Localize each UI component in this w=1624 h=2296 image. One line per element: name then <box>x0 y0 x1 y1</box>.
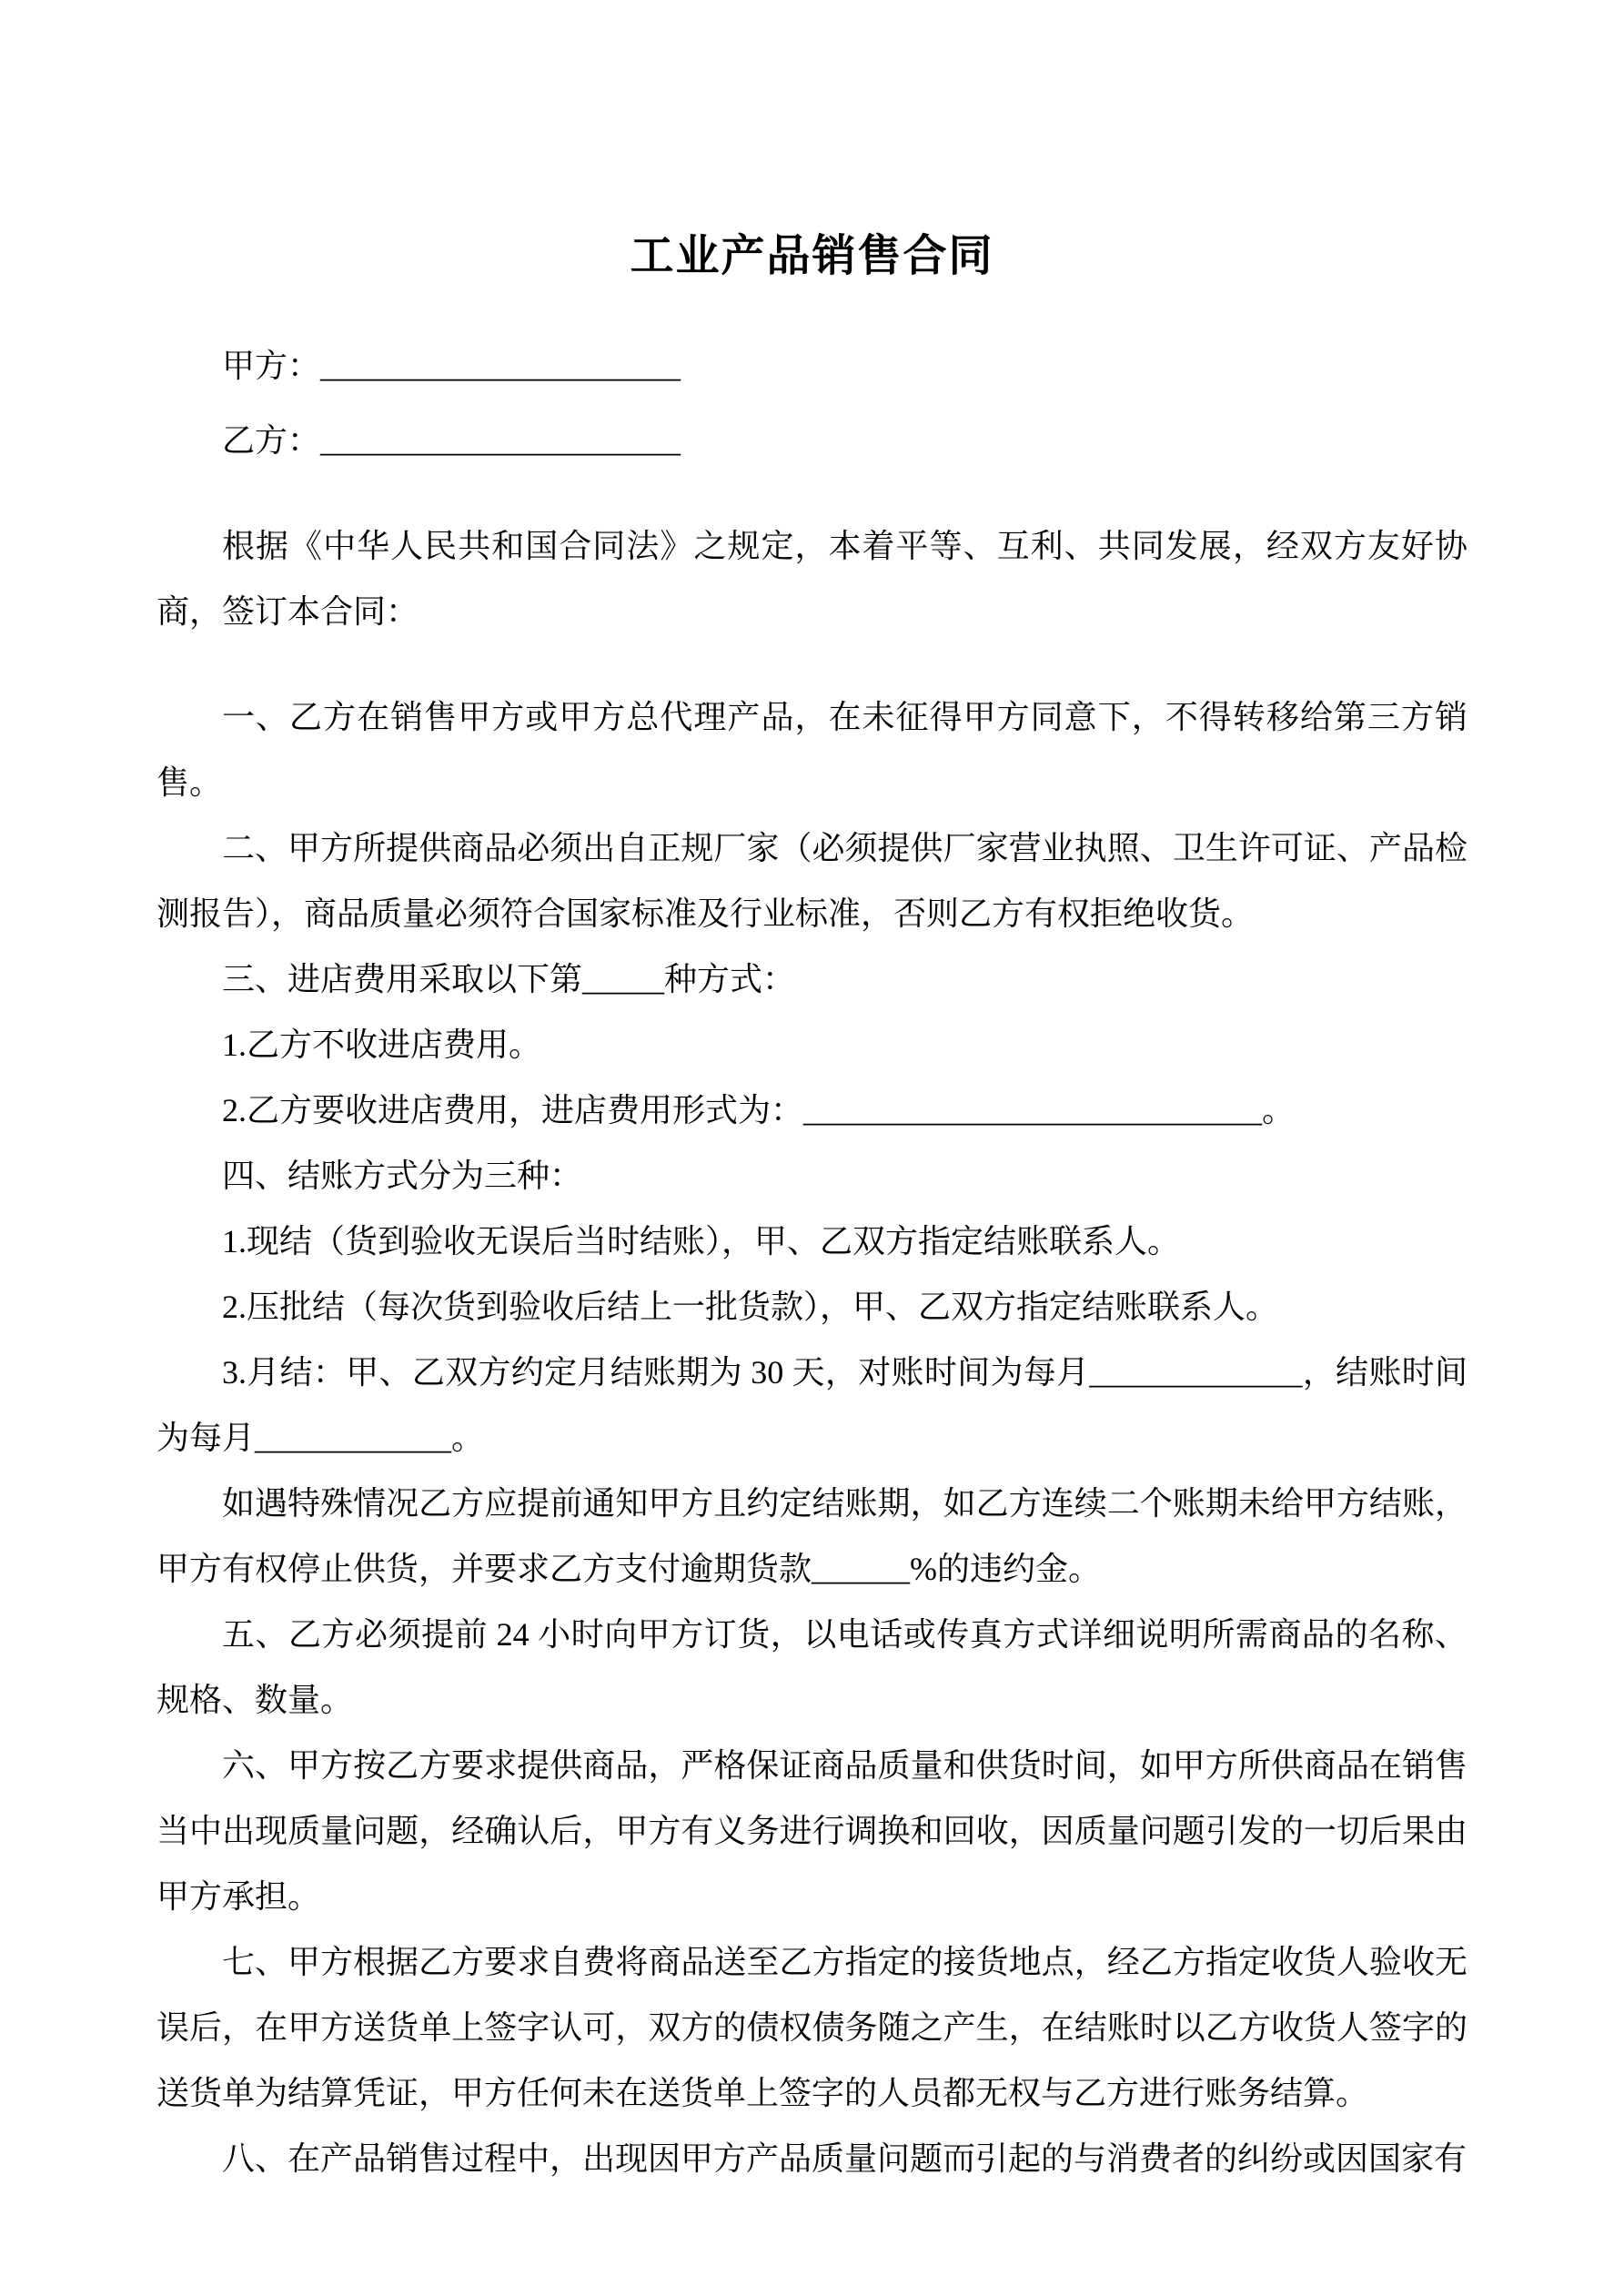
clause-1: 一、乙方在销售甲方或甲方总代理产品，在未征得甲方同意下，不得转移给第三方销售。 <box>156 699 1468 801</box>
clause-7: 七、甲方根据乙方要求自费将商品送至乙方指定的接货地点，经乙方指定收货人验收无误后，在甲方送货单上签字认可，双方的债权债务随之产生，在结账时以乙方收货人签字的送货单为结算凭证，甲方任何未在送货单上签字的人员都无权与乙方进行账务结算。 <box>156 1944 1468 2111</box>
preamble-paragraph: 根据《中华人民共和国合同法》之规定，本着平等、互利、共同发展，经双方友好协商，签订本合同： <box>156 528 1468 630</box>
clause-4-item-3: 3.月结：甲、乙双方约定月结账期为 30 天，对账时间为每月_____________，结账时间为每月____________。 <box>156 1354 1468 1456</box>
party-a-line: 甲方：______________________ <box>222 348 681 384</box>
clause-4-item-1: 1.现结（货到验收无误后当时结账），甲、乙双方指定结账联系人。 <box>222 1223 1181 1259</box>
clause-3: 三、进店费用采取以下第_____种方式： <box>222 961 796 997</box>
spacer <box>156 644 1468 684</box>
clause-3-item-2: 2.乙方要收进店费用，进店费用形式为：____________________________。 <box>222 1092 1296 1128</box>
clause-4-note: 如遇特殊情况乙方应提前通知甲方且约定结账期，如乙方连续二个账期未给甲方结账，甲方有权停止供货，并要求乙方支付逾期货款______%的违约金。 <box>156 1485 1468 1587</box>
party-b-line: 乙方：______________________ <box>222 422 681 459</box>
party-block <box>156 333 1468 473</box>
clause-8: 八、在产品销售过程中，出现因甲方产品质量问题而引起的与消费者的纠纷或因国家有 <box>222 2140 1468 2177</box>
clause-2: 二、甲方所提供商品必须出自正规厂家（必须提供厂家营业执照、卫生许可证、产品检测报告），商品质量必须符合国家标准及行业标准，否则乙方有权拒绝收货。 <box>156 830 1468 932</box>
spacer <box>156 482 1468 513</box>
clause-4-item-2: 2.压批结（每次货到验收后结上一批货款），甲、乙双方指定结账联系人。 <box>222 1289 1279 1325</box>
clause-3-item-1: 1.乙方不收进店费用。 <box>222 1027 542 1063</box>
document-title: 工业产品销售合同 <box>630 232 994 280</box>
clause-6: 六、甲方按乙方要求提供商品，严格保证商品质量和供货时间，如甲方所供商品在销售当中出现质量问题，经确认后，甲方有义务进行调换和回收，因质量问题引发的一切后果由甲方承担。 <box>156 1747 1468 1915</box>
clause-5: 五、乙方必须提前 24 小时向甲方订货，以电话或传真方式详细说明所需商品的名称、规格、数量。 <box>156 1616 1468 1718</box>
clause-4: 四、结账方式分为三种： <box>222 1158 583 1194</box>
